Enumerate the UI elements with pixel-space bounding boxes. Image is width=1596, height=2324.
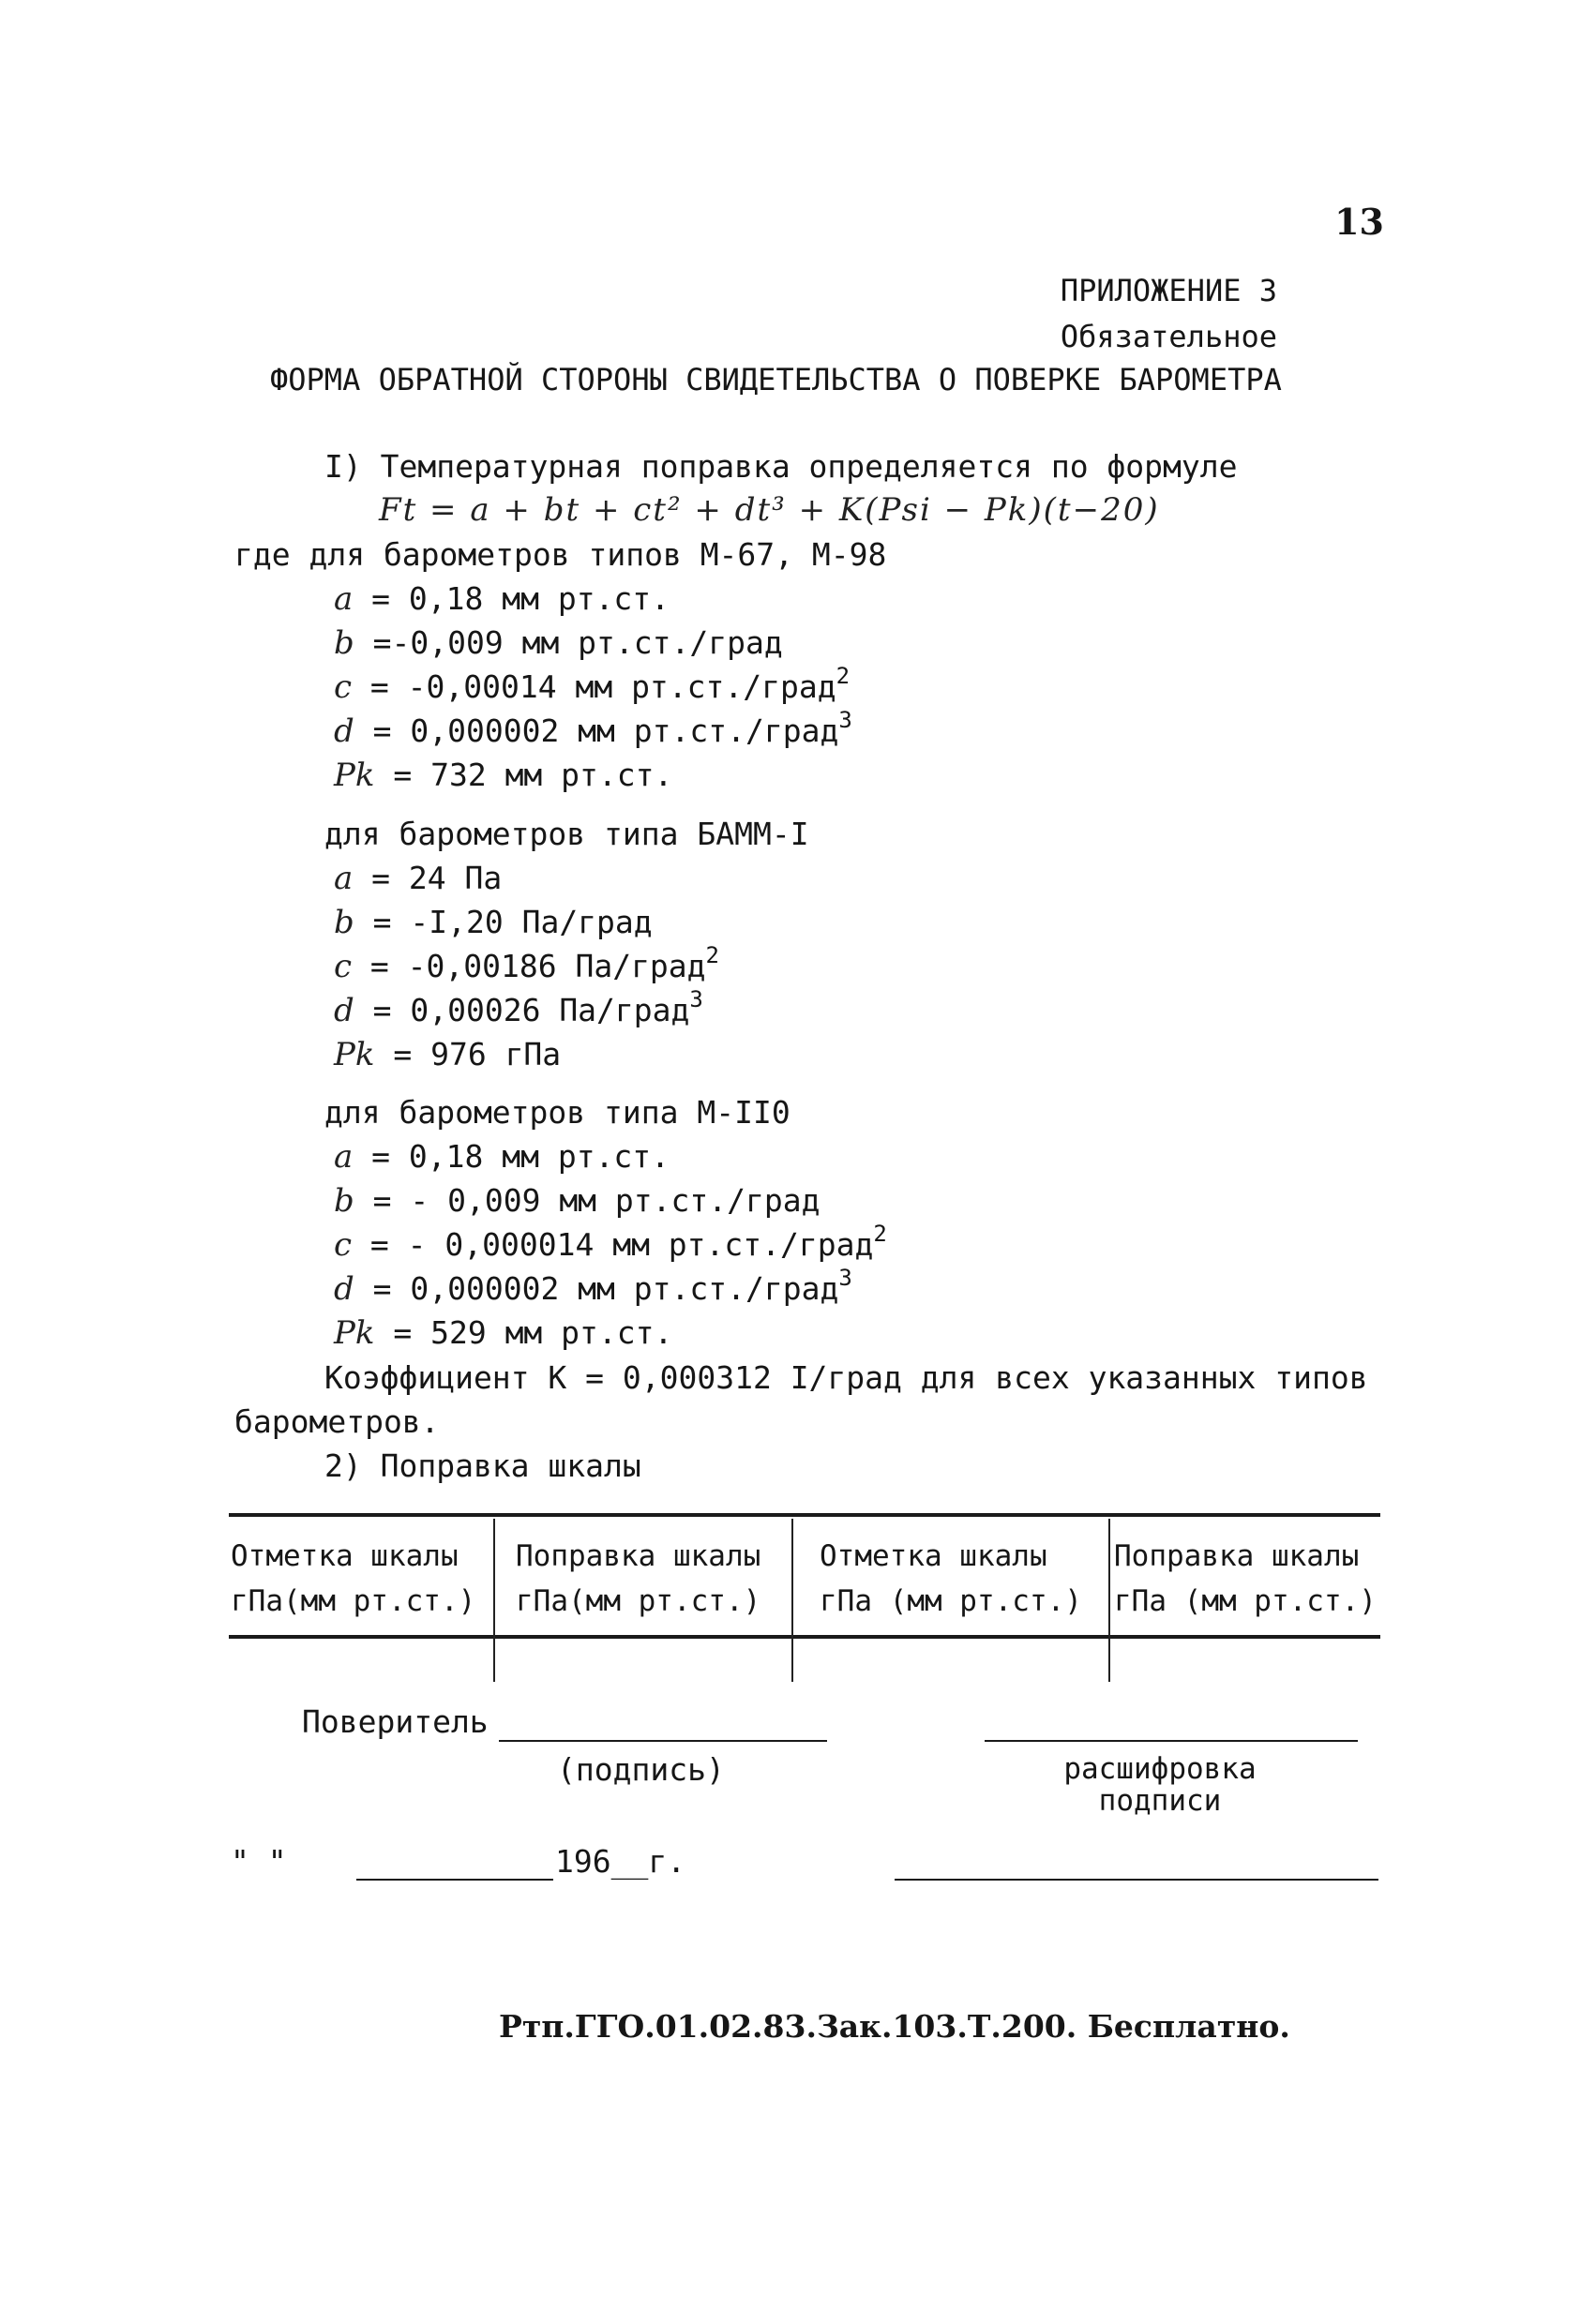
- param-row: [334, 942, 719, 985]
- column-divider: [1108, 1519, 1110, 1682]
- handwritten-formula: Ft = a + bt + ct² + dt³ + K(Psi − Pk)(t−20): [379, 491, 1160, 529]
- param-symbol: d: [334, 1270, 354, 1308]
- param-symbol: Pk: [334, 1036, 375, 1073]
- form-title: ФОРМА ОБРАТНОЙ СТОРОНЫ СВИДЕТЕЛЬСТВА О ПОВЕРКЕ БАРОМЕТРА: [270, 362, 1282, 397]
- param-value: = - 0,009 мм рт.ст./град: [372, 1182, 821, 1219]
- date-quotes: " ": [231, 1843, 287, 1880]
- param-symbol: b: [334, 904, 354, 941]
- decode-caption: расшифровка подписи: [1063, 1752, 1257, 1818]
- param-value: = 732 мм рт.ст.: [393, 757, 673, 793]
- param-row: [334, 1182, 820, 1220]
- param-exponent: 3: [838, 707, 852, 733]
- param-symbol: a: [334, 860, 354, 897]
- param-symbol: a: [334, 580, 354, 618]
- param-row: [334, 663, 851, 706]
- verifier-label: Поверитель: [302, 1703, 489, 1740]
- param-symbol: Pk: [334, 757, 375, 794]
- signature-caption: (подпись): [557, 1751, 725, 1788]
- param-row: [334, 707, 852, 750]
- param-value: = -I,20 Па/град: [372, 904, 653, 940]
- signature-decode-line: [985, 1740, 1358, 1742]
- date-right-line: [895, 1879, 1378, 1881]
- column-divider: [493, 1519, 495, 1682]
- table-header-cell: Поправка шкалы гПа (мм рт.ст.): [1114, 1539, 1377, 1618]
- group1-heading: где для барометров типов М-67, М-98: [234, 536, 887, 573]
- param-row: [334, 1138, 670, 1176]
- param-value: = 0,00026 Па/град: [372, 992, 690, 1028]
- param-value: =-0,009 мм рт.ст./град: [372, 624, 783, 661]
- param-row: [334, 986, 703, 1029]
- param-row: [334, 1221, 887, 1264]
- param-value: = -0,00014 мм рт.ст./град: [369, 668, 836, 705]
- appendix-title: ПРИЛОЖЕНИЕ 3: [1060, 273, 1277, 308]
- param-value: = -0,00186 Па/град: [369, 948, 706, 984]
- param-row: [334, 1314, 672, 1352]
- param-symbol: b: [334, 1182, 354, 1220]
- param-row: [334, 904, 653, 941]
- param-value: = - 0,000014 мм рт.ст./град: [369, 1226, 874, 1263]
- param-symbol: a: [334, 1138, 354, 1176]
- param-exponent: 3: [838, 1265, 852, 1291]
- table-header-rule: [229, 1635, 1380, 1639]
- param-row: [334, 624, 783, 662]
- group3-heading: для барометров типа М-II0: [324, 1094, 790, 1131]
- date-line: [356, 1879, 553, 1881]
- section2-title: 2) Поправка шкалы: [324, 1447, 641, 1484]
- param-symbol: b: [334, 624, 354, 662]
- param-symbol: c: [334, 948, 353, 985]
- column-divider: [791, 1519, 793, 1682]
- param-row: [334, 757, 672, 794]
- param-symbol: c: [334, 1226, 353, 1264]
- coefficient-line-cont: барометров.: [234, 1403, 440, 1440]
- param-value: = 0,18 мм рт.ст.: [371, 580, 670, 617]
- param-value: = 0,000002 мм рт.ст./град: [372, 712, 839, 749]
- appendix-status: Обязательное: [1060, 319, 1277, 354]
- param-row: [334, 580, 670, 618]
- coefficient-line: Коэффициент К = 0,000312 I/град для всех указанных типов: [324, 1359, 1368, 1396]
- table-header-cell: Отметка шкалы гПа (мм рт.ст.): [820, 1539, 1082, 1618]
- param-value: = 0,000002 мм рт.ст./град: [372, 1270, 839, 1307]
- group2-heading: для барометров типа БАММ-I: [324, 816, 809, 852]
- date-year: 196__г.: [555, 1843, 686, 1880]
- param-exponent: 2: [873, 1221, 887, 1247]
- param-value: = 976 гПа: [393, 1036, 562, 1072]
- table-top-rule: [229, 1513, 1380, 1517]
- page-number: 13: [1334, 201, 1384, 243]
- param-symbol: Pk: [334, 1314, 375, 1352]
- param-symbol: c: [334, 668, 353, 706]
- param-row: [334, 1036, 561, 1073]
- param-symbol: d: [334, 712, 354, 750]
- param-exponent: 3: [689, 986, 703, 1012]
- table-header-cell: Отметка шкалы гПа(мм рт.ст.): [231, 1539, 476, 1618]
- print-footer: Ртп.ГГО.01.02.83.Зак.103.Т.200. Бесплатно.: [499, 2008, 1290, 2045]
- param-value: = 529 мм рт.ст.: [393, 1314, 673, 1351]
- param-row: [334, 860, 502, 897]
- table-header-cell: Поправка шкалы гПа(мм рт.ст.): [516, 1539, 761, 1618]
- param-exponent: 2: [705, 942, 719, 968]
- param-value: = 0,18 мм рт.ст.: [371, 1138, 670, 1175]
- param-symbol: d: [334, 992, 354, 1029]
- param-value: = 24 Па: [371, 860, 503, 896]
- signature-line: [499, 1740, 827, 1742]
- param-row: [334, 1265, 852, 1308]
- param-exponent: 2: [836, 663, 851, 689]
- section1-intro: I) Температурная поправка определяется по формуле: [324, 448, 1238, 485]
